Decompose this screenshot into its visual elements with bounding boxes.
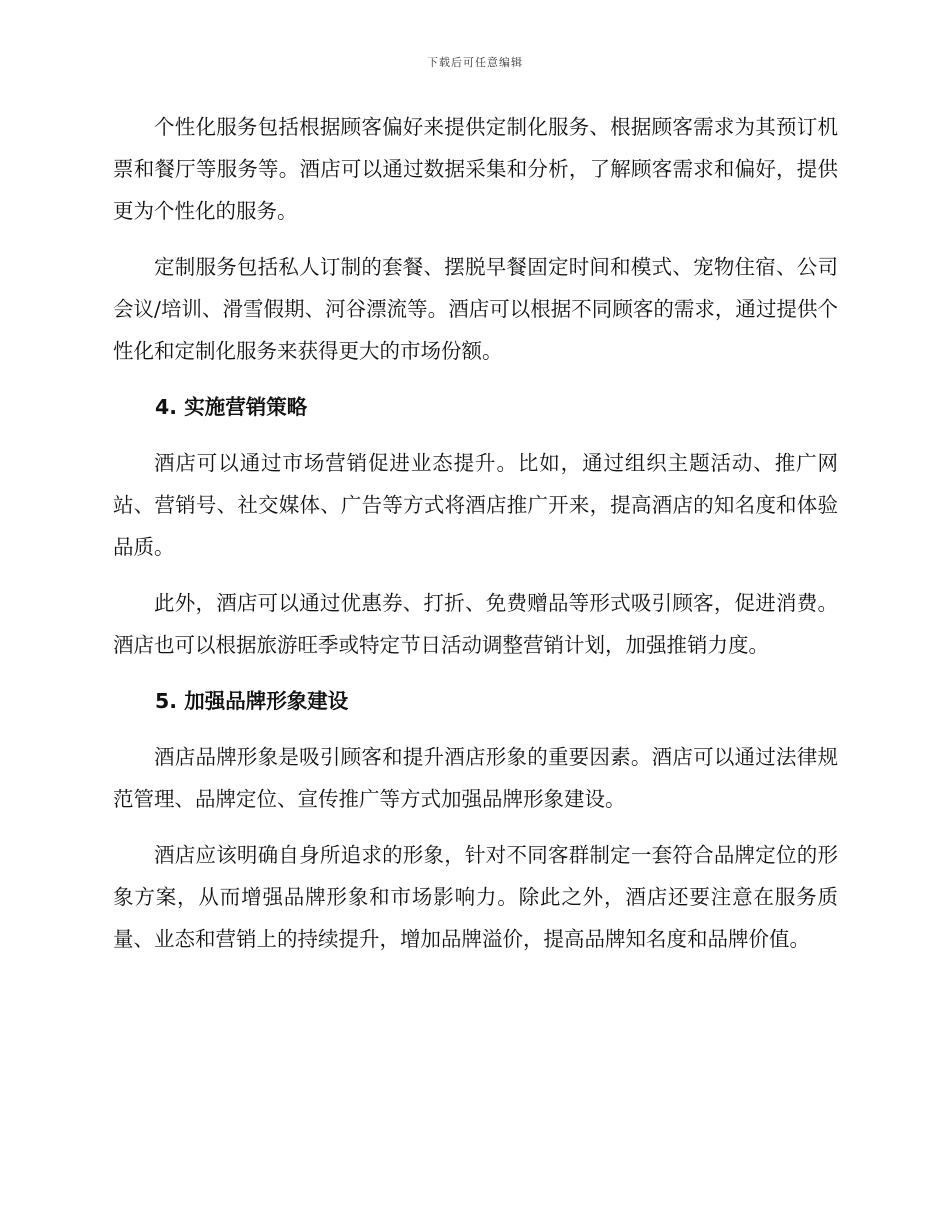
paragraph-gap xyxy=(113,666,838,680)
paragraph-brand-image: 酒店品牌形象是吸引顾客和提升酒店形象的重要因素。酒店可以通过法律规范管理、品牌定位、宣传推广等方式加强品牌形象建设。 xyxy=(113,745,838,811)
paragraph-custom-service: 定制服务包括私人订制的套餐、摆脱早餐固定时间和模式、宠物住宿、公司会议/培训、滑雪假期、河谷漂流等。酒店可以根据不同顾客的需求，通过提供个性化和定制化服务来获得更大的市场份额。 xyxy=(113,255,838,363)
paragraph-personalized-service: 个性化服务包括根据顾客偏好来提供定制化服务、根据顾客需求为其预订机票和餐厅等服务等。酒店可以通过数据采集和分析，了解顾客需求和偏好，提供更为个性化的服务。 xyxy=(113,115,838,223)
paragraph-gap xyxy=(113,232,838,246)
paragraph-brand-strategy: 酒店应该明确自身所追求的形象，针对不同客群制定一套符合品牌定位的形象方案，从而增强品牌形象和市场影响力。除此之外，酒店还要注意在服务质量、业态和营销上的持续提升，增加品牌溢价，提高品牌知名度和品牌价值。 xyxy=(113,843,838,951)
paragraph-gap xyxy=(113,428,838,442)
section-heading-marketing: 4. 实施营销策略 xyxy=(155,395,308,419)
paragraph-marketing: 酒店可以通过市场营销促进业态提升。比如，通过组织主题活动、推广网站、营销号、社交媒体、广告等方式将酒店推广开来，提高酒店的知名度和体验品质。 xyxy=(113,451,838,559)
page-header: 下载后可任意编辑 xyxy=(427,56,523,69)
paragraph-gap xyxy=(113,372,838,386)
section-heading-brand: 5. 加强品牌形象建设 xyxy=(155,689,349,713)
paragraph-gap xyxy=(113,722,838,736)
document-body xyxy=(113,106,838,960)
paragraph-gap xyxy=(113,820,838,834)
paragraph-gap xyxy=(113,568,838,582)
paragraph-promotions: 此外，酒店可以通过优惠券、打折、免费赠品等形式吸引顾客，促进消费。酒店也可以根据旅游旺季或特定节日活动调整营销计划，加强推销力度。 xyxy=(113,591,838,657)
